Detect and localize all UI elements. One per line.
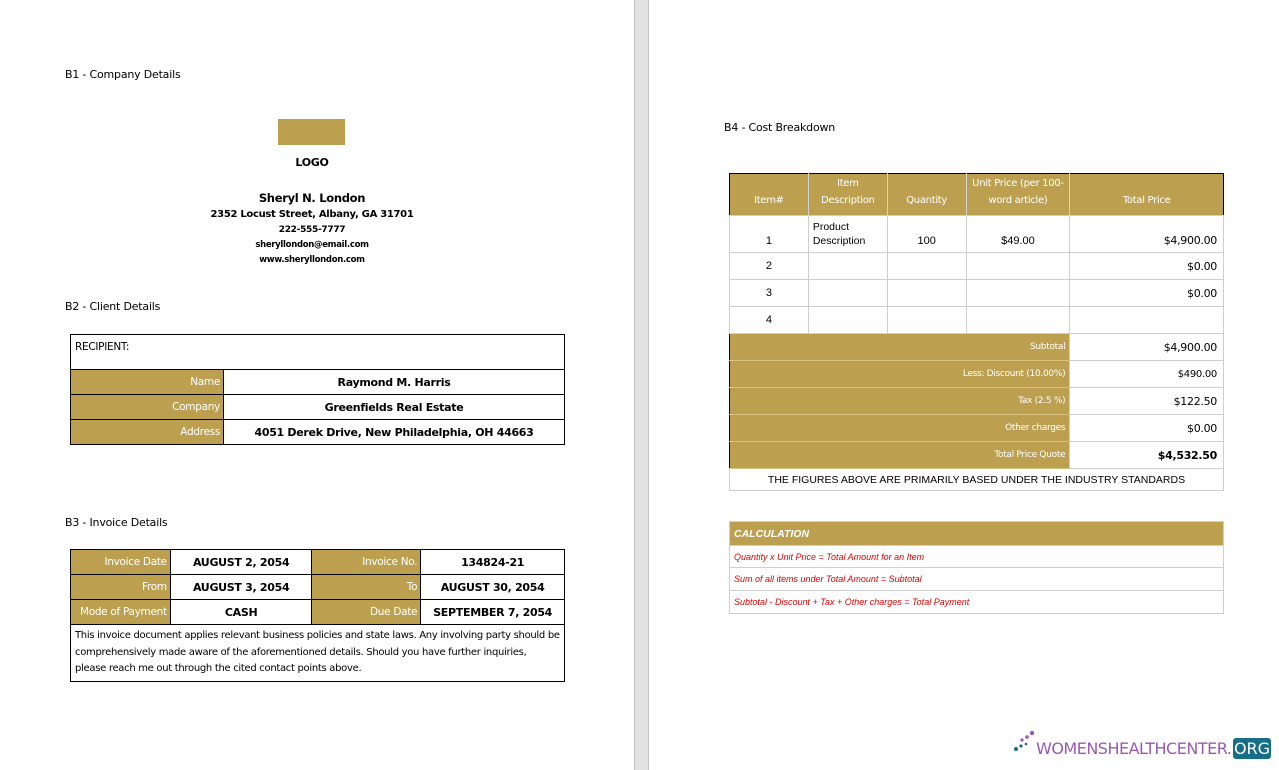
- table-row: [730, 216, 1224, 253]
- watermark-text: WOMENSHEALTHCENTER.: [1036, 739, 1232, 758]
- table-header-row: [730, 174, 1224, 216]
- other-charges-value: $0.00: [1070, 415, 1224, 442]
- total-quote-value: $4,532.50: [1070, 442, 1224, 469]
- other-charges-label: Other charges: [730, 415, 1070, 442]
- invoice-note: This invoice document applies relevant business policies and state laws. Any involving party should be comprehensively made aware of the aforementioned details. Should you have further inquiries, please reach me out through the cited contact points above.: [71, 625, 565, 682]
- invoice-number-label: Invoice No.: [312, 550, 421, 575]
- payment-mode-label: Mode of Payment: [71, 600, 171, 625]
- table-row: [71, 550, 565, 575]
- payment-mode-value: CASH: [170, 600, 312, 625]
- client-name-value: Raymond M. Harris: [224, 370, 565, 395]
- company-email: sheryllondon@email.com: [255, 240, 369, 250]
- calculation-line: Subtotal - Discount + Tax + Other charges = Total Payment: [730, 591, 1224, 614]
- item-number: 2: [730, 253, 809, 280]
- item-description: Product Description: [808, 216, 887, 253]
- calculation-title: CALCULATION: [730, 522, 1224, 546]
- section-title-client: B2 - Client Details: [65, 300, 161, 313]
- item-unit-price: [966, 280, 1070, 307]
- table-row: [71, 370, 565, 395]
- to-label: To: [312, 575, 421, 600]
- from-label: From: [71, 575, 171, 600]
- col-header-quantity: Quantity: [887, 174, 966, 216]
- section-title-cost: B4 - Cost Breakdown: [724, 121, 836, 134]
- due-date-value: SEPTEMBER 7, 2054: [421, 600, 565, 625]
- table-row: [730, 253, 1224, 280]
- section-title-company: B1 - Company Details: [65, 68, 181, 81]
- col-header-unit-price: Unit Price (per 100-word article): [966, 174, 1070, 216]
- calculation-line: Quantity x Unit Price = Total Amount for an Item: [730, 546, 1224, 568]
- recipient-label: RECIPIENT:: [71, 335, 565, 370]
- table-row: [71, 600, 565, 625]
- invoice-number-value: 134824-21: [421, 550, 565, 575]
- company-website: www.sheryllondon.com: [259, 255, 365, 265]
- watermark-logo: [1013, 729, 1271, 761]
- summary-row: [730, 442, 1224, 469]
- item-description: [808, 280, 887, 307]
- item-quantity: 100: [887, 216, 966, 253]
- table-row: [730, 546, 1224, 568]
- table-row: [71, 575, 565, 600]
- item-unit-price: [966, 253, 1070, 280]
- discount-value: $490.00: [1070, 361, 1224, 388]
- section-title-invoice: B3 - Invoice Details: [65, 516, 168, 529]
- item-total: $0.00: [1070, 253, 1224, 280]
- item-total: [1070, 307, 1224, 334]
- table-row: [730, 307, 1224, 334]
- tax-label: Tax (2.5 %): [730, 388, 1070, 415]
- client-address-label: Address: [71, 420, 224, 445]
- company-name: Sheryl N. London: [258, 191, 366, 205]
- page-divider: [634, 0, 649, 770]
- calculation-line: Sum of all items under Total Amount = Subtotal: [730, 568, 1224, 591]
- client-company-label: Company: [71, 395, 224, 420]
- cost-breakdown-table: [729, 173, 1224, 491]
- item-unit-price: $49.00: [966, 216, 1070, 253]
- item-quantity: [887, 307, 966, 334]
- item-number: 3: [730, 280, 809, 307]
- item-description: [808, 307, 887, 334]
- due-date-label: Due Date: [312, 600, 421, 625]
- to-value: AUGUST 30, 2054: [421, 575, 565, 600]
- company-address: 2352 Locust Street, Albany, GA 31701: [210, 209, 414, 220]
- col-header-total-price: Total Price: [1070, 174, 1224, 216]
- item-quantity: [887, 280, 966, 307]
- subtotal-label: Subtotal: [730, 334, 1070, 361]
- total-quote-label: Total Price Quote: [730, 442, 1070, 469]
- invoice-date-value: AUGUST 2, 2054: [170, 550, 312, 575]
- col-header-item: Item#: [730, 174, 809, 216]
- summary-row: [730, 415, 1224, 442]
- calculation-table: [729, 521, 1224, 614]
- tax-value: $122.50: [1070, 388, 1224, 415]
- summary-row: [730, 361, 1224, 388]
- item-total: $0.00: [1070, 280, 1224, 307]
- client-name-label: Name: [71, 370, 224, 395]
- table-row: [730, 280, 1224, 307]
- item-unit-price: [966, 307, 1070, 334]
- table-row: [71, 420, 565, 445]
- client-company-value: Greenfields Real Estate: [224, 395, 565, 420]
- watermark-badge: ORG: [1233, 739, 1271, 758]
- discount-label: Less: Discount (10.00%): [730, 361, 1070, 388]
- logo-placeholder: [278, 119, 345, 145]
- col-header-description: Item Description: [808, 174, 887, 216]
- client-details-table: [70, 334, 565, 445]
- document-page-left: [0, 0, 634, 770]
- client-address-value: 4051 Derek Drive, New Philadelphia, OH 44663: [224, 420, 565, 445]
- summary-row: [730, 334, 1224, 361]
- summary-row: [730, 388, 1224, 415]
- industry-standards-note: THE FIGURES ABOVE ARE PRIMARILY BASED UNDER THE INDUSTRY STANDARDS: [730, 469, 1224, 491]
- item-number: 4: [730, 307, 809, 334]
- table-row: [730, 568, 1224, 591]
- item-description: [808, 253, 887, 280]
- item-quantity: [887, 253, 966, 280]
- company-phone: 222-555-7777: [278, 225, 346, 235]
- table-row: [730, 591, 1224, 614]
- invoice-date-label: Invoice Date: [71, 550, 171, 575]
- item-total: $4,900.00: [1070, 216, 1224, 253]
- invoice-details-table: [70, 549, 565, 682]
- subtotal-value: $4,900.00: [1070, 334, 1224, 361]
- from-value: AUGUST 3, 2054: [170, 575, 312, 600]
- logo-label: LOGO: [295, 156, 329, 169]
- table-row: [71, 395, 565, 420]
- item-number: 1: [730, 216, 809, 253]
